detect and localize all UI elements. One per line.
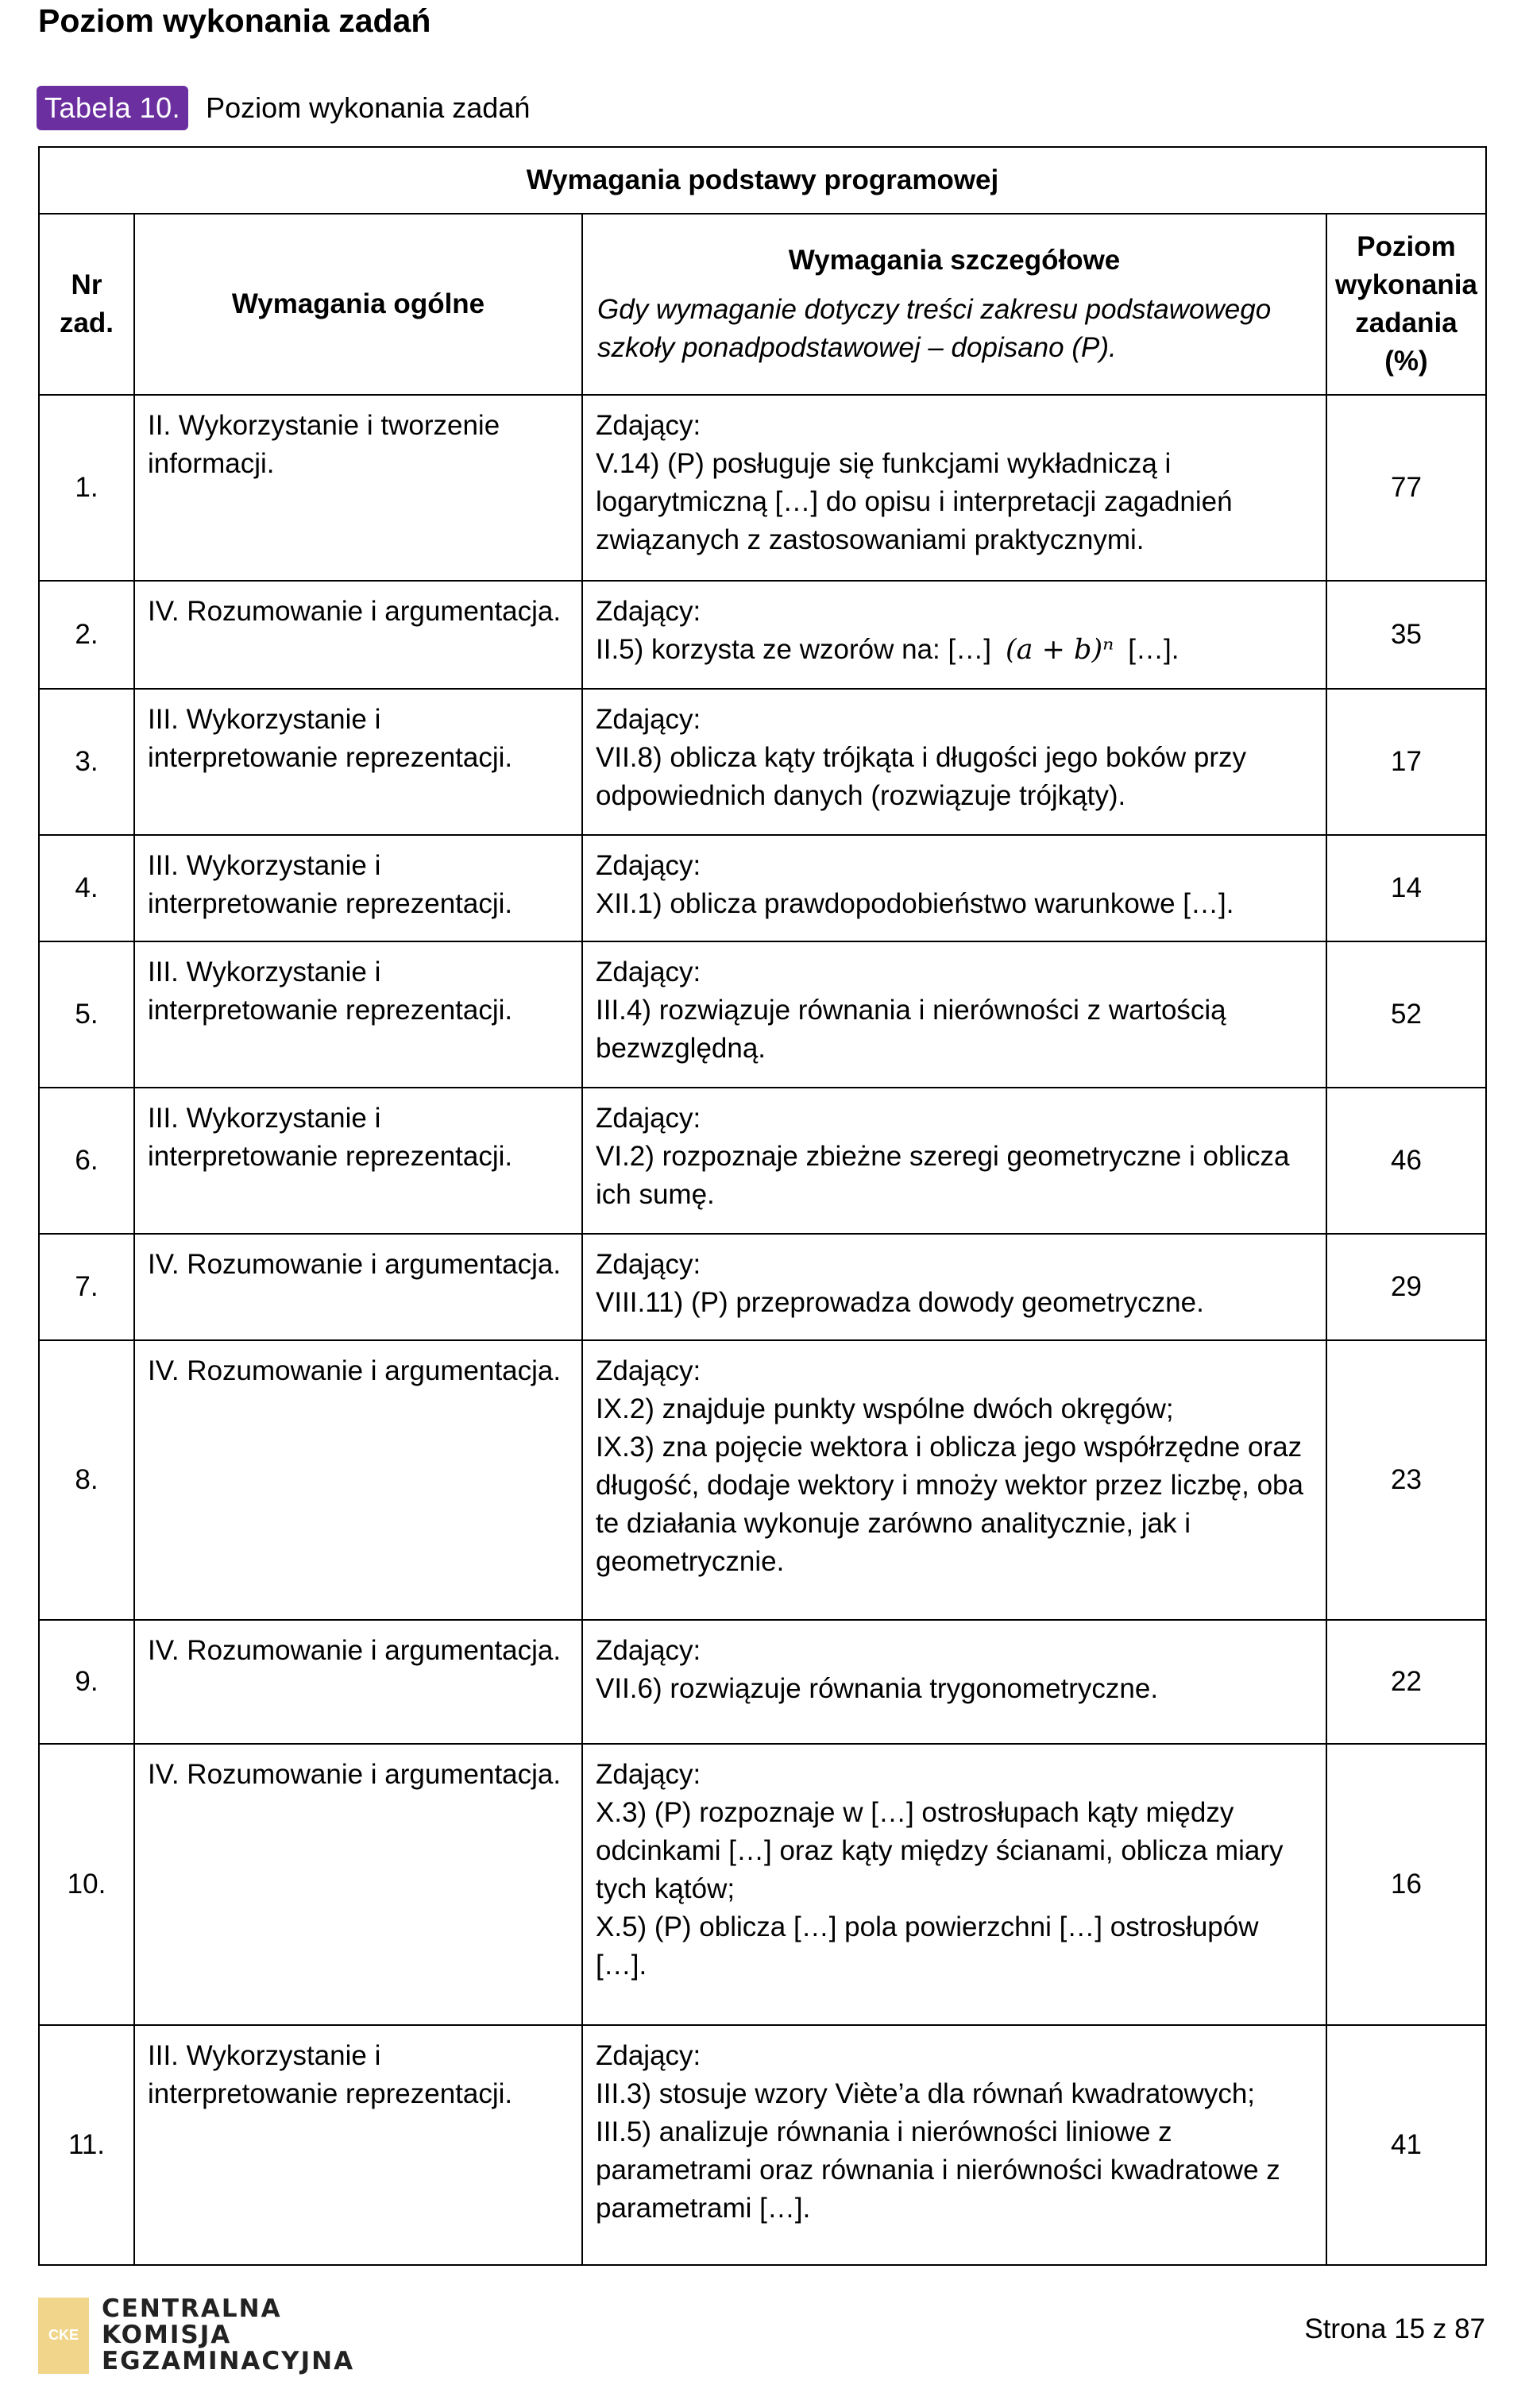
requirement-line: Zdający: <box>596 1759 701 1790</box>
page-number: Strona 15 z 87 <box>1304 2313 1485 2344</box>
requirement-text: II.5) korzysta ze wzorów na: […] <box>596 634 991 665</box>
table-row <box>39 2025 1486 2265</box>
completion-level: 22 <box>1326 1620 1486 1744</box>
col-header-specific-title: Wymagania szczegółowe <box>788 245 1121 276</box>
requirement-line: Zdający: <box>596 850 701 881</box>
logo-line: EGZAMINACYJNA <box>102 2347 355 2375</box>
requirement-line: VIII.11) (P) przeprowadza dowody geometryczne. <box>596 1287 1204 1318</box>
general-requirement: III. Wykorzystanie i interpretowanie reprezentacji. <box>134 2025 582 2265</box>
page-title: Poziom wykonania zadań <box>38 2 431 39</box>
requirement-line: III.4) rozwiązuje równania i nierówności z wartością bezwzględną. <box>596 995 1226 1064</box>
general-requirement: IV. Rozumowanie i argumentacja. <box>134 1340 582 1620</box>
specific-requirement <box>582 689 1326 835</box>
requirements-table <box>38 146 1485 2266</box>
general-requirement: III. Wykorzystanie i interpretowanie reprezentacji. <box>134 941 582 1088</box>
table-row <box>39 1234 1486 1340</box>
requirement-line: Zdający: <box>596 1249 701 1280</box>
table-row <box>39 1620 1486 1744</box>
specific-requirement <box>582 835 1326 941</box>
general-requirement: II. Wykorzystanie i tworzenie informacji. <box>134 395 582 581</box>
requirement-line: Zdający: <box>596 1635 701 1666</box>
task-number: 3. <box>39 689 134 835</box>
table-row <box>39 1088 1486 1234</box>
task-number: 10. <box>39 1744 134 2025</box>
specific-requirement <box>582 1234 1326 1340</box>
specific-requirement <box>582 1340 1326 1620</box>
table-row <box>39 835 1486 941</box>
specific-requirement <box>582 2025 1326 2265</box>
col-header-general: Wymagania ogólne <box>134 214 582 395</box>
requirement-line: III.3) stosuje wzory Viète’a dla równań kwadratowych; <box>596 2078 1256 2109</box>
table-row <box>39 395 1486 581</box>
table-caption-text: Poziom wykonania zadań <box>206 91 531 124</box>
general-requirement: IV. Rozumowanie i argumentacja. <box>134 1234 582 1340</box>
general-requirement: IV. Rozumowanie i argumentacja. <box>134 1744 582 2025</box>
requirement-line: V.14) (P) posługuje się funkcjami wykładniczą i logarytmiczną […] do opisu i interpretacji zagadnień związanych z zastosowaniami praktycznymi. <box>596 448 1233 555</box>
requirement-line: Zdający: <box>596 704 701 735</box>
table-row <box>39 581 1486 689</box>
requirement-line: Zdający: <box>596 596 701 627</box>
math-formula: (a + b)ⁿ <box>1005 634 1114 666</box>
col-header-specific-note: Gdy wymaganie dotyczy treści zakresu podstawowego szkoły ponadpodstawowej – dopisano (P). <box>597 294 1272 363</box>
table-row <box>39 689 1486 835</box>
requirement-line: Zdający: <box>596 1355 701 1386</box>
completion-level: 17 <box>1326 689 1486 835</box>
table-number-badge: Tabela 10. <box>37 86 188 130</box>
general-requirement: III. Wykorzystanie i interpretowanie reprezentacji. <box>134 1088 582 1234</box>
specific-requirement <box>582 1620 1326 1744</box>
requirement-line: XII.1) oblicza prawdopodobieństwo warunkowe […]. <box>596 888 1234 919</box>
specific-requirement <box>582 581 1326 689</box>
requirement-line: Zdający: <box>596 1103 701 1134</box>
col-header-nr: Nr zad. <box>39 214 134 395</box>
completion-level: 46 <box>1326 1088 1486 1234</box>
requirement-line <box>596 631 1313 669</box>
specific-requirement <box>582 395 1326 581</box>
requirement-line: IX.2) znajduje punkty wspólne dwóch okręgów; <box>596 1393 1174 1424</box>
task-number: 9. <box>39 1620 134 1744</box>
requirement-line: VII.8) oblicza kąty trójkąta i długości jego boków przy odpowiednich danych (rozwiązuje trójkąty). <box>596 742 1246 811</box>
logo-line: CENTRALNA <box>102 2294 282 2323</box>
requirement-line: Zdający: <box>596 957 701 988</box>
completion-level: 52 <box>1326 941 1486 1088</box>
requirement-line: X.3) (P) rozpoznaje w […] ostrosłupach kąty między odcinkami […] oraz kąty między ścianami, oblicza miary tych kątów; <box>596 1797 1284 1904</box>
completion-level: 23 <box>1326 1340 1486 1620</box>
task-number: 11. <box>39 2025 134 2265</box>
cke-logo <box>38 2296 354 2375</box>
specific-requirement <box>582 941 1326 1088</box>
completion-level: 29 <box>1326 1234 1486 1340</box>
requirement-line: X.5) (P) oblicza […] pola powierzchni […] ostrosłupów […]. <box>596 1911 1259 1981</box>
completion-level: 77 <box>1326 395 1486 581</box>
requirement-line: VI.2) rozpoznaje zbieżne szeregi geometryczne i oblicza ich sumę. <box>596 1141 1290 1210</box>
task-number: 8. <box>39 1340 134 1620</box>
requirement-line: IX.3) zna pojęcie wektora i oblicza jego współrzędne oraz długość, dodaje wektory i mnoży wektor przez liczbę, oba te działania wykonuje zarówno analitycznie, jak i geometrycznie. <box>596 1432 1303 1577</box>
requirement-text: […]. <box>1128 634 1179 665</box>
cke-logo-text <box>102 2296 354 2375</box>
specific-requirement <box>582 1744 1326 2025</box>
table-row <box>39 1340 1486 1620</box>
table-row <box>39 1744 1486 2025</box>
requirement-line: VII.6) rozwiązuje równania trygonometryczne. <box>596 1673 1159 1704</box>
completion-level: 16 <box>1326 1744 1486 2025</box>
requirement-line: III.5) analizuje równania i nierówności liniowe z parametrami oraz równania i nierówności kwadratowe z parametrami […]. <box>596 2116 1280 2224</box>
general-requirement: IV. Rozumowanie i argumentacja. <box>134 1620 582 1744</box>
cke-logo-mark-icon: CKE <box>38 2298 89 2374</box>
general-requirement: IV. Rozumowanie i argumentacja. <box>134 581 582 689</box>
general-requirement: III. Wykorzystanie i interpretowanie reprezentacji. <box>134 689 582 835</box>
task-number: 2. <box>39 581 134 689</box>
specific-requirement <box>582 1088 1326 1234</box>
task-number: 7. <box>39 1234 134 1340</box>
task-number: 4. <box>39 835 134 941</box>
general-requirement: III. Wykorzystanie i interpretowanie reprezentacji. <box>134 835 582 941</box>
col-header-specific <box>582 214 1326 395</box>
task-number: 1. <box>39 395 134 581</box>
completion-level: 35 <box>1326 581 1486 689</box>
group-header: Wymagania podstawy programowej <box>39 147 1486 214</box>
task-number: 6. <box>39 1088 134 1234</box>
requirement-line: Zdający: <box>596 410 701 441</box>
col-header-level: Poziom wykonania zadania (%) <box>1326 214 1486 395</box>
table-row <box>39 941 1486 1088</box>
logo-line: KOMISJA <box>102 2321 232 2349</box>
completion-level: 14 <box>1326 835 1486 941</box>
completion-level: 41 <box>1326 2025 1486 2265</box>
table-caption <box>37 86 530 130</box>
requirement-line: Zdający: <box>596 2040 701 2071</box>
task-number: 5. <box>39 941 134 1088</box>
